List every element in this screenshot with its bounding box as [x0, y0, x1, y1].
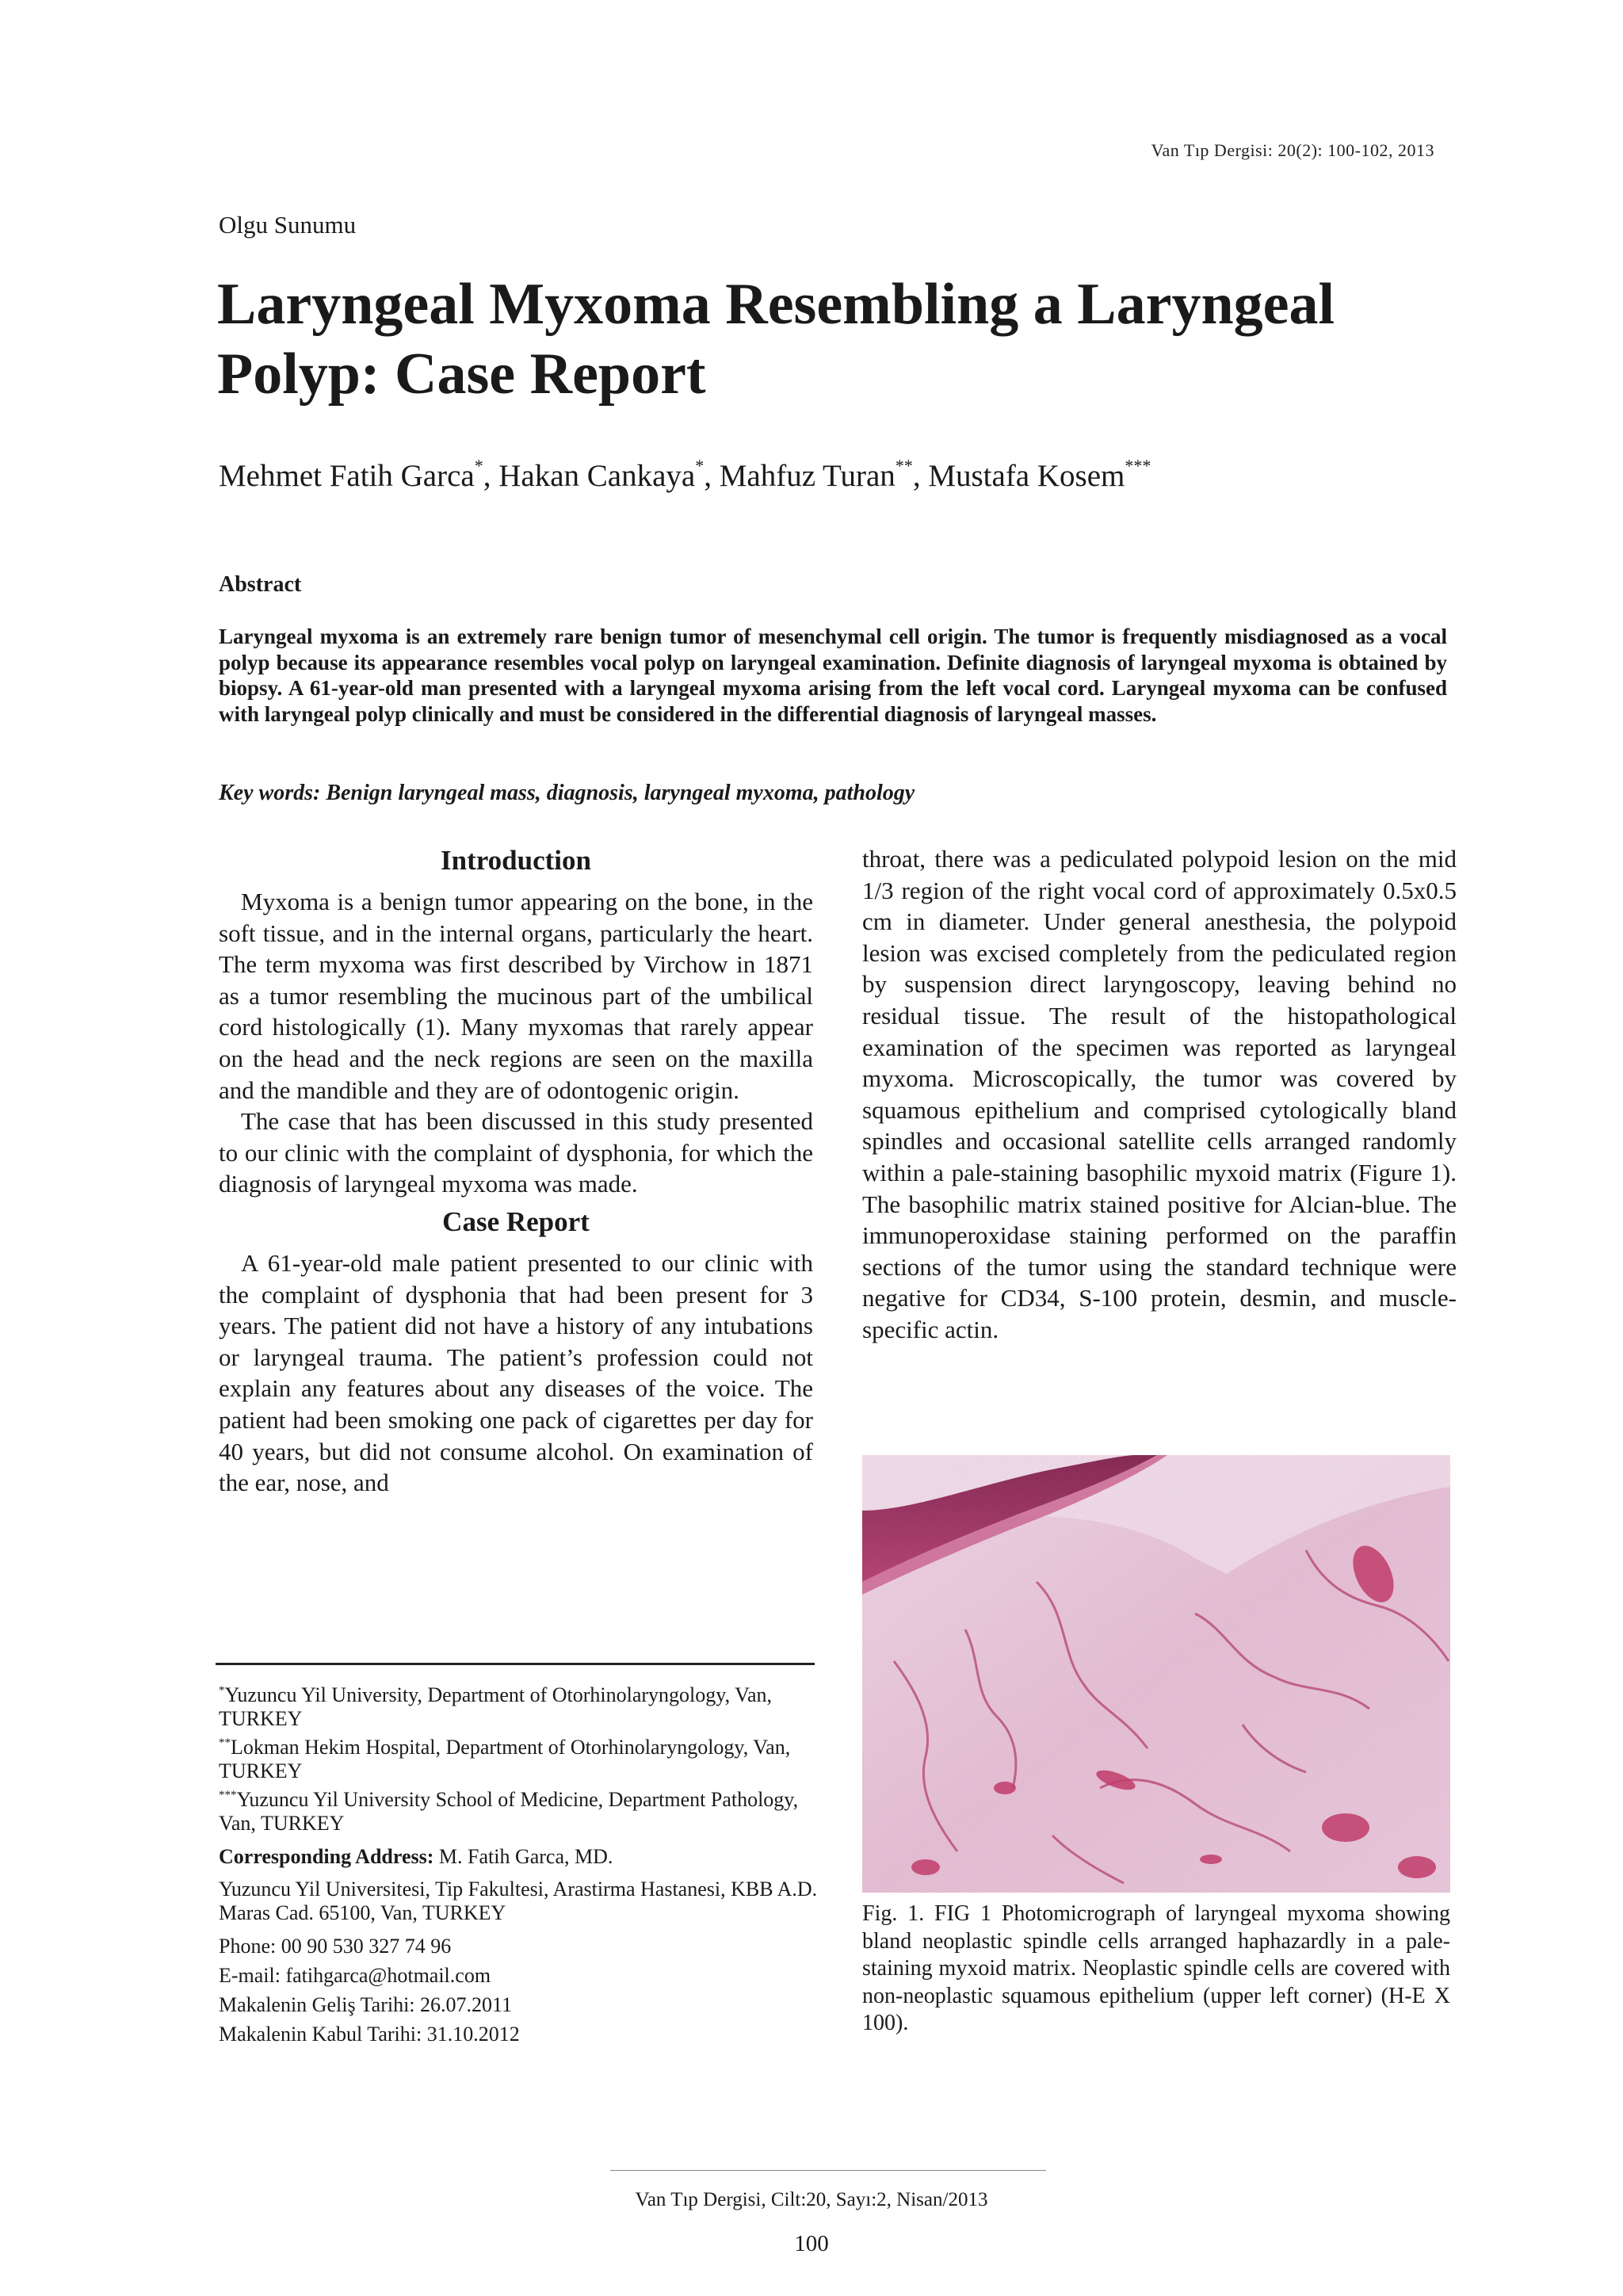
- author-mark: **: [895, 456, 913, 476]
- page-number: 100: [794, 2231, 829, 2256]
- introduction-heading: Introduction: [441, 845, 591, 876]
- author-name: Mustafa Kosem: [928, 459, 1125, 493]
- affiliation-mark: **: [219, 1736, 231, 1749]
- running-header: Van Tıp Dergisi: 20(2): 100-102, 2013: [1151, 140, 1434, 160]
- author-mark: *: [695, 456, 705, 476]
- left-column: [219, 843, 813, 1499]
- introduction-paragraph: Myxoma is a benign tumor appearing on the bone, in the soft tissue, and in the internal organs, particularly the heart. The term myxoma was first described by Virchow in 1871 as a tumor resembling the mucinous part of the umbilical cord histologically (1). Many myxomas that rarely appear on the head and the neck regions are seen on the maxilla and the mandible and they are of odontogenic origin.: [219, 888, 813, 1104]
- affiliation-mark: ***: [219, 1789, 237, 1801]
- corresponding-address: [219, 1842, 821, 1871]
- article-title: Laryngeal Myxoma Resembling a Laryngeal Polyp: Case Report: [217, 272, 1335, 407]
- author-list: Mehmet Fatih Garca*, Hakan Cankaya*, Mahfuz Turan**, Mustafa Kosem***: [219, 456, 1151, 493]
- corresponding-name: M. Fatih Garca, MD.: [438, 1845, 613, 1868]
- figure-caption: Fig. 1. FIG 1 Photomicrograph of laryngeal myxoma showing bland neoplastic spindle cells arranged haphazardly in a pale-staining myxoid matrix. Neoplastic spindle cells are covered with non-neoplastic squamous epithelium (upper left corner) (H-E X 100).: [862, 1901, 1450, 2036]
- corresponding-label: Corresponding Address:: [219, 1845, 434, 1868]
- author-mark: ***: [1125, 456, 1151, 476]
- postal-address: Yuzuncu Yil Universitesi, Tip Fakultesi, Arastirma Hastanesi, KBB A.D. Maras Cad. 65100, Van, TURKEY: [219, 1878, 818, 1924]
- affiliation: *Yuzuncu Yil University, Department of Otorhinolaryngology, Van, TURKEY: [219, 1683, 773, 1730]
- footer-journal-issue: Van Tıp Dergisi, Cilt:20, Sayı:2, Nisan/2013: [635, 2189, 988, 2210]
- case-report-paragraph: A 61-year-old male patient presented to our clinic with the complaint of dysphonia that had been present for 3 years. The patient did not have a history of any intubations or laryngeal trauma. The patient’s profession could not explain any features about any diseases of the voice. The patient had been smoking one pack of cigarettes per day for 40 years, but did not consume alcohol. On examination of the ear, nose, and: [219, 1248, 813, 1497]
- affiliation: ***Yuzuncu Yil University School of Medicine, Department Pathology, Van, TURKEY: [219, 1788, 799, 1835]
- article-type: Olgu Sunumu: [219, 211, 357, 239]
- introduction-paragraph: The case that has been discussed in this study presented to our clinic with the complaint of dysphonia, for which the diagnosis of laryngeal myxoma was made.: [219, 1107, 813, 1198]
- received-date: Makalenin Geliş Tarihi: 26.07.2011: [219, 1993, 513, 2016]
- author-name: Mahfuz Turan: [719, 459, 896, 493]
- footnote-divider: [216, 1663, 815, 1665]
- author-name: Mehmet Fatih Garca: [219, 459, 475, 493]
- abstract-heading: Abstract: [219, 572, 302, 597]
- footnotes: [219, 1683, 821, 2049]
- right-column: [862, 843, 1457, 1346]
- histology-image: [862, 1455, 1450, 1893]
- affiliation: **Lokman Hekim Hospital, Department of Otorhinolaryngology, Van, TURKEY: [219, 1736, 791, 1782]
- case-report-paragraph-continued: throat, there was a pediculated polypoid lesion on the mid 1/3 region of the right vocal cord of approximately 0.5x0.5 cm in diameter. Under general anesthesia, the polypoid lesion was excised completely from the pediculated region by suspension direct laryngoscopy, leaving behind no residual tissue. The result of the histopathological examination of the specimen was reported as laryngeal myxoma. Microscopically, the tumor was covered by squamous epithelium and comprised cytologically bland spindles and occasional satellite cells arranged randomly within a pale-staining basophilic myxoid matrix (Figure 1). The basophilic matrix stained positive for Alcian-blue. The immunoperoxidase staining performed on the paraffin sections of the tumor using the standard technique were negative for CD34, S-100 protein, desmin, and muscle-specific actin.: [862, 845, 1457, 1343]
- author-name: Hakan Cankaya: [498, 459, 696, 493]
- abstract-text: Laryngeal myxoma is an extremely rare benign tumor of mesenchymal cell origin. The tumor is frequently misdiagnosed as a vocal polyp because its appearance resembles vocal polyp on laryngeal examination. Definite diagnosis of laryngeal myxoma is obtained by biopsy. A 61-year-old man presented with a laryngeal myxoma arising from the left vocal cord. Laryngeal myxoma can be confused with laryngeal polyp clinically and must be considered in the differential diagnosis of laryngeal masses.: [219, 625, 1447, 726]
- keywords: Key words: Benign laryngeal mass, diagnosis, laryngeal myxoma, pathology: [219, 781, 915, 805]
- figure-photomicrograph: [862, 1455, 1450, 1893]
- author-mark: *: [474, 456, 483, 476]
- affiliation-mark: *: [219, 1684, 225, 1697]
- phone-number: Phone: 00 90 530 327 74 96: [219, 1935, 452, 1958]
- case-report-heading: Case Report: [442, 1205, 590, 1237]
- email-address: E-mail: fatihgarca@hotmail.com: [219, 1964, 491, 1987]
- accepted-date: Makalenin Kabul Tarihi: 31.10.2012: [219, 2023, 520, 2046]
- footer-divider: [610, 2170, 1046, 2171]
